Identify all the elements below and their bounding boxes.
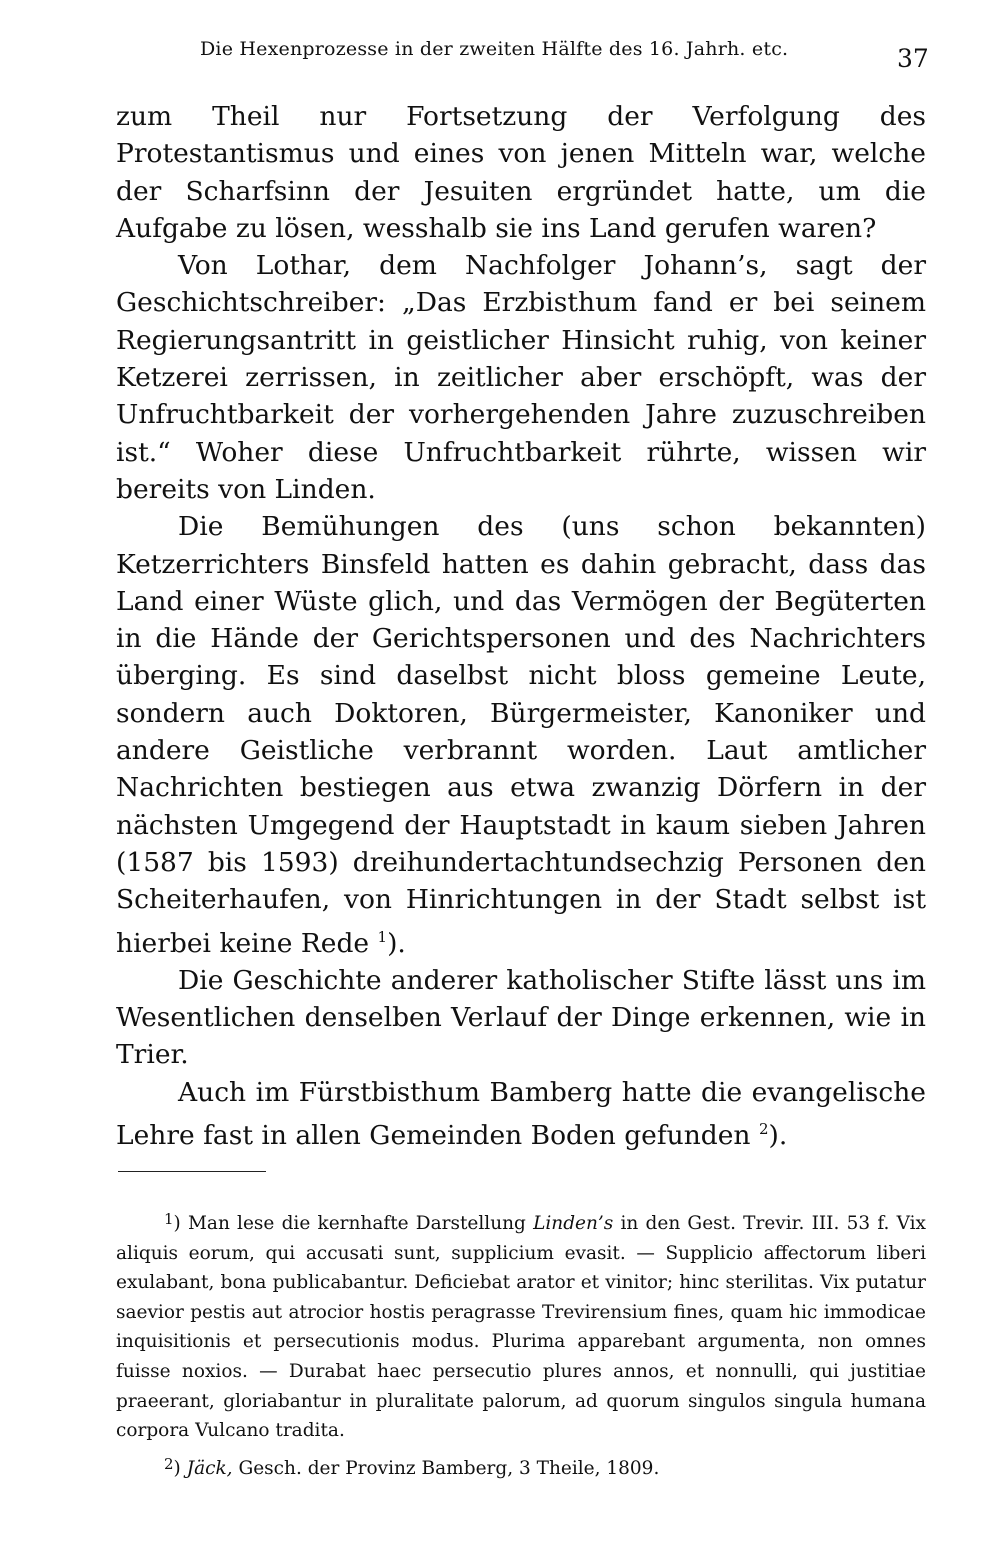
footnote-2-lead: ) xyxy=(173,1457,187,1479)
paragraph-1-text: zum Theil nur Fortsetzung der Verfolgung des Protestantismus und eines von jenen Mitteln war, welche der Scharfsinn der Jesuiten ergründet hatte, um die Aufgabe zu lösen, wesshalb sie ins Land gerufen waren? xyxy=(116,101,926,244)
paragraph-4 xyxy=(116,962,926,1074)
paragraph-3-text: Die Bemühungen des (uns schon bekannten) Ketzerrichters Binsfeld hatten es dahin gebracht, dass das Land einer Wüste glich, und das Vermögen der Begüterten in die Hände der Gerichtspersonen und des Nachrichters überging. Es sind daselbst nicht bloss gemeine Leute, sondern auch Doktoren, Bürgermeister, Kanoniker und andere Geistliche verbrannt worden. Laut amtlicher Nachrichten bestiegen aus etwa zwanzig Dörfern in der nächsten Umgegend der Hauptstadt in kaum sieben Jahren (1587 bis 1593) dreihundertachtundsechzig Personen den Scheiterhaufen, von Hinrichtungen in der Stadt selbst ist hierbei keine Rede xyxy=(116,511,926,959)
footnote-1-mark: 1 xyxy=(164,1210,174,1228)
footnote-1 xyxy=(116,1205,926,1446)
footnote-2 xyxy=(116,1450,926,1484)
paragraph-5-text: Auch im Fürstbisthum Bamberg hatte die evangelische Lehre fast in allen Gemeinden Boden gefunden xyxy=(116,1076,926,1151)
page-number: 37 xyxy=(897,44,929,73)
footnote-2-mark: 2 xyxy=(164,1454,174,1473)
footnotes xyxy=(116,1205,926,1483)
footnote-ref-1[interactable]: 1 xyxy=(377,927,388,946)
paragraph-5-end: ). xyxy=(768,1119,788,1151)
footnote-1-text: in den Gest. Trevir. III. 53 f. Vix aliquis eorum, qui accusati sunt, supplicium evasit. — Supplicio affectorum liberi exulabant, bona publicabantur. Deficiebat arator et vinitor; hinc sterilitas. Vix putatur saevior pestis aut atrocior hostis peragrasse Trevirensium fines, quam hic immodicae inquisitionis et persecutionis modus. Plurima apparebant argumenta, non omnes fuisse noxios. — Durabat haec persecutio plures annos, et nonnulli, qui justitiae praeerant, gloriabantur in pluralitate palorum, ad quorum singulos singula humana corpora Vulcano tradita. xyxy=(116,1213,926,1442)
footnote-divider xyxy=(118,1171,266,1172)
paragraph-3 xyxy=(116,508,926,961)
paragraph-3-end: ). xyxy=(387,927,406,959)
paragraph-5 xyxy=(116,1074,926,1154)
paragraph-2 xyxy=(116,247,926,508)
footnote-1-author: Linden’s xyxy=(533,1213,614,1234)
footnote-1-lead: ) Man lese die kernhafte Darstellung xyxy=(173,1213,534,1234)
paragraph-1 xyxy=(116,98,926,247)
paragraph-4-text: Die Geschichte anderer katholischer Stifte lässt uns im Wesentlichen denselben Verlauf der Dinge erkennen, wie in Trier. xyxy=(116,964,926,1071)
paragraph-2-text: Von Lothar, dem Nachfolger Johann’s, sagt der Geschichtschreiber: „Das Erzbisthum fand er bei seinem Regierungsantritt in geistlicher Hinsicht ruhig, von keiner Ketzerei zerrissen, in zeitlicher aber erschöpft, was der Unfruchtbarkeit der vorhergehenden Jahre zuzuschreiben ist.“ Woher diese Unfruchtbarkeit rührte, wissen wir bereits von Linden. xyxy=(116,250,926,505)
footnote-2-text: Gesch. der Provinz Bamberg, 3 Theile, 1809. xyxy=(232,1457,660,1479)
main-text xyxy=(116,98,926,1154)
running-title: Die Hexenprozesse in der zweiten Hälfte des 16. Jahrh. etc. xyxy=(200,38,789,60)
footnote-ref-2[interactable]: 2 xyxy=(758,1119,769,1138)
footnote-2-author: Jäck, xyxy=(186,1457,233,1479)
